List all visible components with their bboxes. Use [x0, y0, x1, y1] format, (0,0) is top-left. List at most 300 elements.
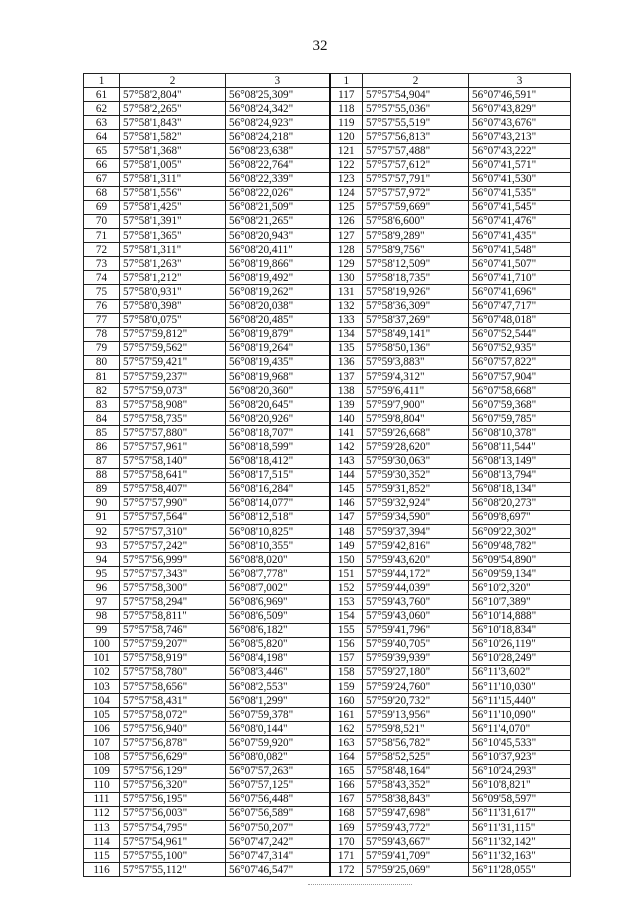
latitude-cell: 57°59'3,883" — [363, 355, 469, 369]
latitude-cell: 57°58'36,309" — [363, 299, 469, 313]
point-number-cell: 85 — [84, 426, 120, 440]
point-number-cell: 136 — [330, 355, 363, 369]
longitude-cell: 56°07'59,378" — [226, 708, 330, 722]
point-number-cell: 167 — [330, 792, 363, 806]
latitude-cell: 57°58'38,843" — [363, 792, 469, 806]
point-number-cell: 79 — [84, 341, 120, 355]
point-number-cell: 127 — [330, 229, 363, 243]
latitude-cell: 57°57'56,813" — [363, 130, 469, 144]
longitude-cell: 56°07'59,920" — [226, 736, 330, 750]
point-number-cell: 82 — [84, 384, 120, 398]
latitude-cell: 57°57'56,003" — [120, 806, 226, 820]
longitude-cell: 56°07'47,242" — [226, 835, 330, 849]
longitude-cell: 56°08'19,264" — [226, 341, 330, 355]
longitude-cell: 56°08'19,262" — [226, 285, 330, 299]
latitude-cell: 57°58'1,263" — [120, 257, 226, 271]
longitude-cell: 56°07'41,710" — [469, 271, 571, 285]
point-number-cell: 142 — [330, 440, 363, 454]
point-number-cell: 140 — [330, 412, 363, 426]
table-row — [84, 116, 571, 130]
point-number-cell: 164 — [330, 750, 363, 764]
point-number-cell: 68 — [84, 186, 120, 200]
point-number-cell: 61 — [84, 88, 120, 102]
point-number-cell: 170 — [330, 835, 363, 849]
table-row — [84, 764, 571, 778]
header-cell-point-number: 1 — [84, 74, 120, 88]
longitude-cell: 56°08'5,820" — [226, 637, 330, 651]
point-number-cell: 104 — [84, 694, 120, 708]
point-number-cell: 71 — [84, 229, 120, 243]
point-number-cell: 168 — [330, 806, 363, 820]
latitude-cell: 57°59'43,760" — [363, 595, 469, 609]
point-number-cell: 163 — [330, 736, 363, 750]
longitude-cell: 56°07'41,545" — [469, 200, 571, 214]
table-row — [84, 792, 571, 806]
point-number-cell: 112 — [84, 806, 120, 820]
latitude-cell: 57°57'58,746" — [120, 623, 226, 637]
latitude-cell: 57°57'58,780" — [120, 665, 226, 679]
longitude-cell: 56°11'32,142" — [469, 835, 571, 849]
point-number-cell: 110 — [84, 778, 120, 792]
point-number-cell: 106 — [84, 722, 120, 736]
longitude-cell: 56°08'22,026" — [226, 186, 330, 200]
latitude-cell: 57°59'32,924" — [363, 496, 469, 510]
point-number-cell: 152 — [330, 581, 363, 595]
latitude-cell: 57°59'34,590" — [363, 510, 469, 524]
point-number-cell: 148 — [330, 525, 363, 539]
table-row — [84, 172, 571, 186]
latitude-cell: 57°59'25,069" — [363, 863, 469, 877]
longitude-cell: 56°08'19,492" — [226, 271, 330, 285]
longitude-cell: 56°07'46,547" — [226, 863, 330, 877]
table-row — [84, 553, 571, 567]
header-row — [84, 74, 571, 88]
point-number-cell: 154 — [330, 609, 363, 623]
longitude-cell: 56°07'41,530" — [469, 172, 571, 186]
point-number-cell: 105 — [84, 708, 120, 722]
longitude-cell: 56°07'52,544" — [469, 327, 571, 341]
longitude-cell: 56°10'28,249" — [469, 651, 571, 665]
longitude-cell: 56°07'58,668" — [469, 384, 571, 398]
latitude-cell: 57°59'27,180" — [363, 665, 469, 679]
table-row — [84, 581, 571, 595]
point-number-cell: 147 — [330, 510, 363, 524]
point-number-cell: 92 — [84, 525, 120, 539]
longitude-cell: 56°08'20,645" — [226, 398, 330, 412]
point-number-cell: 77 — [84, 313, 120, 327]
longitude-cell: 56°11'4,070" — [469, 722, 571, 736]
point-number-cell: 134 — [330, 327, 363, 341]
point-number-cell: 144 — [330, 468, 363, 482]
longitude-cell: 56°07'57,904" — [469, 369, 571, 383]
longitude-cell: 56°08'21,265" — [226, 214, 330, 228]
latitude-cell: 57°58'6,600" — [363, 214, 469, 228]
longitude-cell: 56°08'18,599" — [226, 440, 330, 454]
point-number-cell: 115 — [84, 849, 120, 863]
longitude-cell: 56°10'14,888" — [469, 609, 571, 623]
latitude-cell: 57°57'58,072" — [120, 708, 226, 722]
longitude-cell: 56°07'41,571" — [469, 158, 571, 172]
table-row — [84, 440, 571, 454]
longitude-cell: 56°11'15,440" — [469, 694, 571, 708]
point-number-cell: 129 — [330, 257, 363, 271]
latitude-cell: 57°58'2,265" — [120, 102, 226, 116]
latitude-cell: 57°57'57,791" — [363, 172, 469, 186]
table-row — [84, 102, 571, 116]
latitude-cell: 57°59'8,521" — [363, 722, 469, 736]
longitude-cell: 56°08'22,764" — [226, 158, 330, 172]
longitude-cell: 56°07'59,368" — [469, 398, 571, 412]
point-number-cell: 100 — [84, 637, 120, 651]
table-row — [84, 130, 571, 144]
table-row — [84, 285, 571, 299]
longitude-cell: 56°07'43,222" — [469, 144, 571, 158]
table-row — [84, 214, 571, 228]
longitude-cell: 56°08'19,435" — [226, 355, 330, 369]
table-row — [84, 722, 571, 736]
longitude-cell: 56°07'52,935" — [469, 341, 571, 355]
point-number-cell: 121 — [330, 144, 363, 158]
latitude-cell: 57°59'43,667" — [363, 835, 469, 849]
table-row — [84, 384, 571, 398]
point-number-cell: 114 — [84, 835, 120, 849]
latitude-cell: 57°58'2,804" — [120, 88, 226, 102]
longitude-cell: 56°08'0,144" — [226, 722, 330, 736]
point-number-cell: 172 — [330, 863, 363, 877]
latitude-cell: 57°57'56,999" — [120, 553, 226, 567]
footer-divider — [308, 884, 412, 885]
point-number-cell: 157 — [330, 651, 363, 665]
latitude-cell: 57°59'41,796" — [363, 623, 469, 637]
point-number-cell: 63 — [84, 116, 120, 130]
latitude-cell: 57°58'37,269" — [363, 313, 469, 327]
latitude-cell: 57°57'57,972" — [363, 186, 469, 200]
latitude-cell: 57°58'0,931" — [120, 285, 226, 299]
latitude-cell: 57°59'44,039" — [363, 581, 469, 595]
latitude-cell: 57°57'59,562" — [120, 341, 226, 355]
table-row — [84, 229, 571, 243]
latitude-cell: 57°57'56,878" — [120, 736, 226, 750]
longitude-cell: 56°08'22,339" — [226, 172, 330, 186]
latitude-cell: 57°58'48,164" — [363, 764, 469, 778]
point-number-cell: 88 — [84, 468, 120, 482]
point-number-cell: 62 — [84, 102, 120, 116]
point-number-cell: 117 — [330, 88, 363, 102]
point-number-cell: 166 — [330, 778, 363, 792]
point-number-cell: 141 — [330, 426, 363, 440]
longitude-cell: 56°08'14,077" — [226, 496, 330, 510]
table-row — [84, 88, 571, 102]
latitude-cell: 57°57'58,919" — [120, 651, 226, 665]
point-number-cell: 108 — [84, 750, 120, 764]
point-number-cell: 143 — [330, 454, 363, 468]
point-number-cell: 103 — [84, 680, 120, 694]
longitude-cell: 56°08'24,923" — [226, 116, 330, 130]
point-number-cell: 67 — [84, 172, 120, 186]
point-number-cell: 78 — [84, 327, 120, 341]
header-cell-longitude: 3 — [469, 74, 571, 88]
latitude-cell: 57°57'55,036" — [363, 102, 469, 116]
point-number-cell: 91 — [84, 510, 120, 524]
latitude-cell: 57°58'1,212" — [120, 271, 226, 285]
longitude-cell: 56°08'18,707" — [226, 426, 330, 440]
point-number-cell: 64 — [84, 130, 120, 144]
latitude-cell: 57°59'30,063" — [363, 454, 469, 468]
point-number-cell: 153 — [330, 595, 363, 609]
longitude-cell: 56°08'20,273" — [469, 496, 571, 510]
latitude-cell: 57°58'1,311" — [120, 172, 226, 186]
latitude-cell: 57°57'57,343" — [120, 567, 226, 581]
latitude-cell: 57°57'57,880" — [120, 426, 226, 440]
latitude-cell: 57°57'56,940" — [120, 722, 226, 736]
point-number-cell: 125 — [330, 200, 363, 214]
longitude-cell: 56°07'47,314" — [226, 849, 330, 863]
point-number-cell: 133 — [330, 313, 363, 327]
latitude-cell: 57°59'8,804" — [363, 412, 469, 426]
longitude-cell: 56°07'43,676" — [469, 116, 571, 130]
latitude-cell: 57°58'49,141" — [363, 327, 469, 341]
longitude-cell: 56°08'3,446" — [226, 665, 330, 679]
latitude-cell: 57°59'26,668" — [363, 426, 469, 440]
table-row — [84, 806, 571, 820]
longitude-cell: 56°08'10,378" — [469, 426, 571, 440]
longitude-cell: 56°11'3,602" — [469, 665, 571, 679]
latitude-cell: 57°59'39,939" — [363, 651, 469, 665]
point-number-cell: 161 — [330, 708, 363, 722]
table-row — [84, 651, 571, 665]
longitude-cell: 56°07'56,448" — [226, 792, 330, 806]
longitude-cell: 56°10'26,119" — [469, 637, 571, 651]
point-number-cell: 99 — [84, 623, 120, 637]
latitude-cell: 57°59'42,816" — [363, 539, 469, 553]
longitude-cell: 56°08'2,553" — [226, 680, 330, 694]
longitude-cell: 56°07'43,213" — [469, 130, 571, 144]
longitude-cell: 56°11'31,617" — [469, 806, 571, 820]
point-number-cell: 83 — [84, 398, 120, 412]
table-row — [84, 539, 571, 553]
longitude-cell: 56°07'57,125" — [226, 778, 330, 792]
latitude-cell: 57°59'20,732" — [363, 694, 469, 708]
table-row — [84, 637, 571, 651]
latitude-cell: 57°57'58,735" — [120, 412, 226, 426]
latitude-cell: 57°57'57,990" — [120, 496, 226, 510]
longitude-cell: 56°08'19,879" — [226, 327, 330, 341]
point-number-cell: 150 — [330, 553, 363, 567]
point-number-cell: 119 — [330, 116, 363, 130]
point-number-cell: 123 — [330, 172, 363, 186]
point-number-cell: 65 — [84, 144, 120, 158]
latitude-cell: 57°59'31,852" — [363, 482, 469, 496]
table-row — [84, 750, 571, 764]
point-number-cell: 137 — [330, 369, 363, 383]
latitude-cell: 57°58'9,756" — [363, 243, 469, 257]
longitude-cell: 56°07'59,785" — [469, 412, 571, 426]
point-number-cell: 138 — [330, 384, 363, 398]
longitude-cell: 56°08'4,198" — [226, 651, 330, 665]
point-number-cell: 66 — [84, 158, 120, 172]
point-number-cell: 156 — [330, 637, 363, 651]
longitude-cell: 56°07'50,207" — [226, 820, 330, 834]
latitude-cell: 57°57'54,904" — [363, 88, 469, 102]
table-row — [84, 609, 571, 623]
longitude-cell: 56°08'20,411" — [226, 243, 330, 257]
point-number-cell: 124 — [330, 186, 363, 200]
longitude-cell: 56°08'6,182" — [226, 623, 330, 637]
longitude-cell: 56°08'24,218" — [226, 130, 330, 144]
latitude-cell: 57°58'43,352" — [363, 778, 469, 792]
longitude-cell: 56°08'10,825" — [226, 525, 330, 539]
longitude-cell: 56°08'7,002" — [226, 581, 330, 595]
coordinates-table — [83, 73, 571, 877]
latitude-cell: 57°57'57,242" — [120, 539, 226, 553]
latitude-cell: 57°57'58,300" — [120, 581, 226, 595]
latitude-cell: 57°59'44,172" — [363, 567, 469, 581]
point-number-cell: 146 — [330, 496, 363, 510]
longitude-cell: 56°08'19,866" — [226, 257, 330, 271]
longitude-cell: 56°08'13,794" — [469, 468, 571, 482]
point-number-cell: 93 — [84, 539, 120, 553]
point-number-cell: 72 — [84, 243, 120, 257]
longitude-cell: 56°08'0,082" — [226, 750, 330, 764]
latitude-cell: 57°57'55,519" — [363, 116, 469, 130]
longitude-cell: 56°08'8,020" — [226, 553, 330, 567]
longitude-cell: 56°07'46,591" — [469, 88, 571, 102]
longitude-cell: 56°07'41,548" — [469, 243, 571, 257]
latitude-cell: 57°57'58,140" — [120, 454, 226, 468]
longitude-cell: 56°08'20,943" — [226, 229, 330, 243]
point-number-cell: 86 — [84, 440, 120, 454]
point-number-cell: 135 — [330, 341, 363, 355]
point-number-cell: 145 — [330, 482, 363, 496]
latitude-cell: 57°57'59,421" — [120, 355, 226, 369]
point-number-cell: 101 — [84, 651, 120, 665]
point-number-cell: 151 — [330, 567, 363, 581]
point-number-cell: 81 — [84, 369, 120, 383]
latitude-cell: 57°58'12,509" — [363, 257, 469, 271]
latitude-cell: 57°57'56,629" — [120, 750, 226, 764]
point-number-cell: 94 — [84, 553, 120, 567]
latitude-cell: 57°58'1,368" — [120, 144, 226, 158]
latitude-cell: 57°57'58,641" — [120, 468, 226, 482]
header-cell-longitude: 3 — [226, 74, 330, 88]
page-number: 32 — [312, 38, 328, 54]
longitude-cell: 56°08'25,309" — [226, 88, 330, 102]
longitude-cell: 56°09'8,697" — [469, 510, 571, 524]
header-cell-latitude: 2 — [120, 74, 226, 88]
latitude-cell: 57°57'59,812" — [120, 327, 226, 341]
latitude-cell: 57°59'24,760" — [363, 680, 469, 694]
point-number-cell: 80 — [84, 355, 120, 369]
table-row — [84, 496, 571, 510]
latitude-cell: 57°59'40,705" — [363, 637, 469, 651]
table-row — [84, 158, 571, 172]
latitude-cell: 57°57'55,112" — [120, 863, 226, 877]
longitude-cell: 56°08'19,968" — [226, 369, 330, 383]
table-row — [84, 595, 571, 609]
table-row — [84, 778, 571, 792]
latitude-cell: 57°58'1,425" — [120, 200, 226, 214]
longitude-cell: 56°07'41,696" — [469, 285, 571, 299]
latitude-cell: 57°57'57,488" — [363, 144, 469, 158]
point-number-cell: 160 — [330, 694, 363, 708]
latitude-cell: 57°58'1,843" — [120, 116, 226, 130]
table-row — [84, 144, 571, 158]
longitude-cell: 56°08'11,544" — [469, 440, 571, 454]
table-row — [84, 468, 571, 482]
longitude-cell: 56°08'6,969" — [226, 595, 330, 609]
point-number-cell: 139 — [330, 398, 363, 412]
coordinates-body — [84, 88, 571, 877]
longitude-cell: 56°08'21,509" — [226, 200, 330, 214]
longitude-cell: 56°07'41,507" — [469, 257, 571, 271]
latitude-cell: 57°58'50,136" — [363, 341, 469, 355]
latitude-cell: 57°57'58,431" — [120, 694, 226, 708]
table-row — [84, 849, 571, 863]
latitude-cell: 57°57'58,811" — [120, 609, 226, 623]
latitude-cell: 57°59'13,956" — [363, 708, 469, 722]
latitude-cell: 57°57'57,612" — [363, 158, 469, 172]
latitude-cell: 57°58'1,365" — [120, 229, 226, 243]
point-number-cell: 159 — [330, 680, 363, 694]
table-row — [84, 200, 571, 214]
latitude-cell: 57°57'56,129" — [120, 764, 226, 778]
latitude-cell: 57°57'58,908" — [120, 398, 226, 412]
longitude-cell: 56°08'18,134" — [469, 482, 571, 496]
point-number-cell: 98 — [84, 609, 120, 623]
table-row — [84, 369, 571, 383]
latitude-cell: 57°59'37,394" — [363, 525, 469, 539]
latitude-cell: 57°58'52,525" — [363, 750, 469, 764]
latitude-cell: 57°57'59,207" — [120, 637, 226, 651]
table-row — [84, 271, 571, 285]
point-number-cell: 165 — [330, 764, 363, 778]
longitude-cell: 56°08'6,509" — [226, 609, 330, 623]
table-row — [84, 863, 571, 877]
table-row — [84, 482, 571, 496]
longitude-cell: 56°07'48,018" — [469, 313, 571, 327]
point-number-cell: 96 — [84, 581, 120, 595]
point-number-cell: 158 — [330, 665, 363, 679]
latitude-cell: 57°58'1,556" — [120, 186, 226, 200]
table-row — [84, 313, 571, 327]
point-number-cell: 131 — [330, 285, 363, 299]
point-number-cell: 162 — [330, 722, 363, 736]
longitude-cell: 56°10'8,821" — [469, 778, 571, 792]
point-number-cell: 116 — [84, 863, 120, 877]
point-number-cell: 90 — [84, 496, 120, 510]
header-cell-point-number: 1 — [330, 74, 363, 88]
point-number-cell: 149 — [330, 539, 363, 553]
longitude-cell: 56°08'18,412" — [226, 454, 330, 468]
point-number-cell: 128 — [330, 243, 363, 257]
latitude-cell: 57°59'7,900" — [363, 398, 469, 412]
table-row — [84, 341, 571, 355]
longitude-cell: 56°07'57,263" — [226, 764, 330, 778]
longitude-cell: 56°08'12,518" — [226, 510, 330, 524]
longitude-cell: 56°08'23,638" — [226, 144, 330, 158]
point-number-cell: 118 — [330, 102, 363, 116]
point-number-cell: 109 — [84, 764, 120, 778]
latitude-cell: 57°57'59,237" — [120, 369, 226, 383]
latitude-cell: 57°57'58,407" — [120, 482, 226, 496]
table-row — [84, 243, 571, 257]
latitude-cell: 57°58'18,735" — [363, 271, 469, 285]
table-row — [84, 525, 571, 539]
latitude-cell: 57°59'47,698" — [363, 806, 469, 820]
longitude-cell: 56°08'1,299" — [226, 694, 330, 708]
table-row — [84, 398, 571, 412]
longitude-cell: 56°07'57,822" — [469, 355, 571, 369]
